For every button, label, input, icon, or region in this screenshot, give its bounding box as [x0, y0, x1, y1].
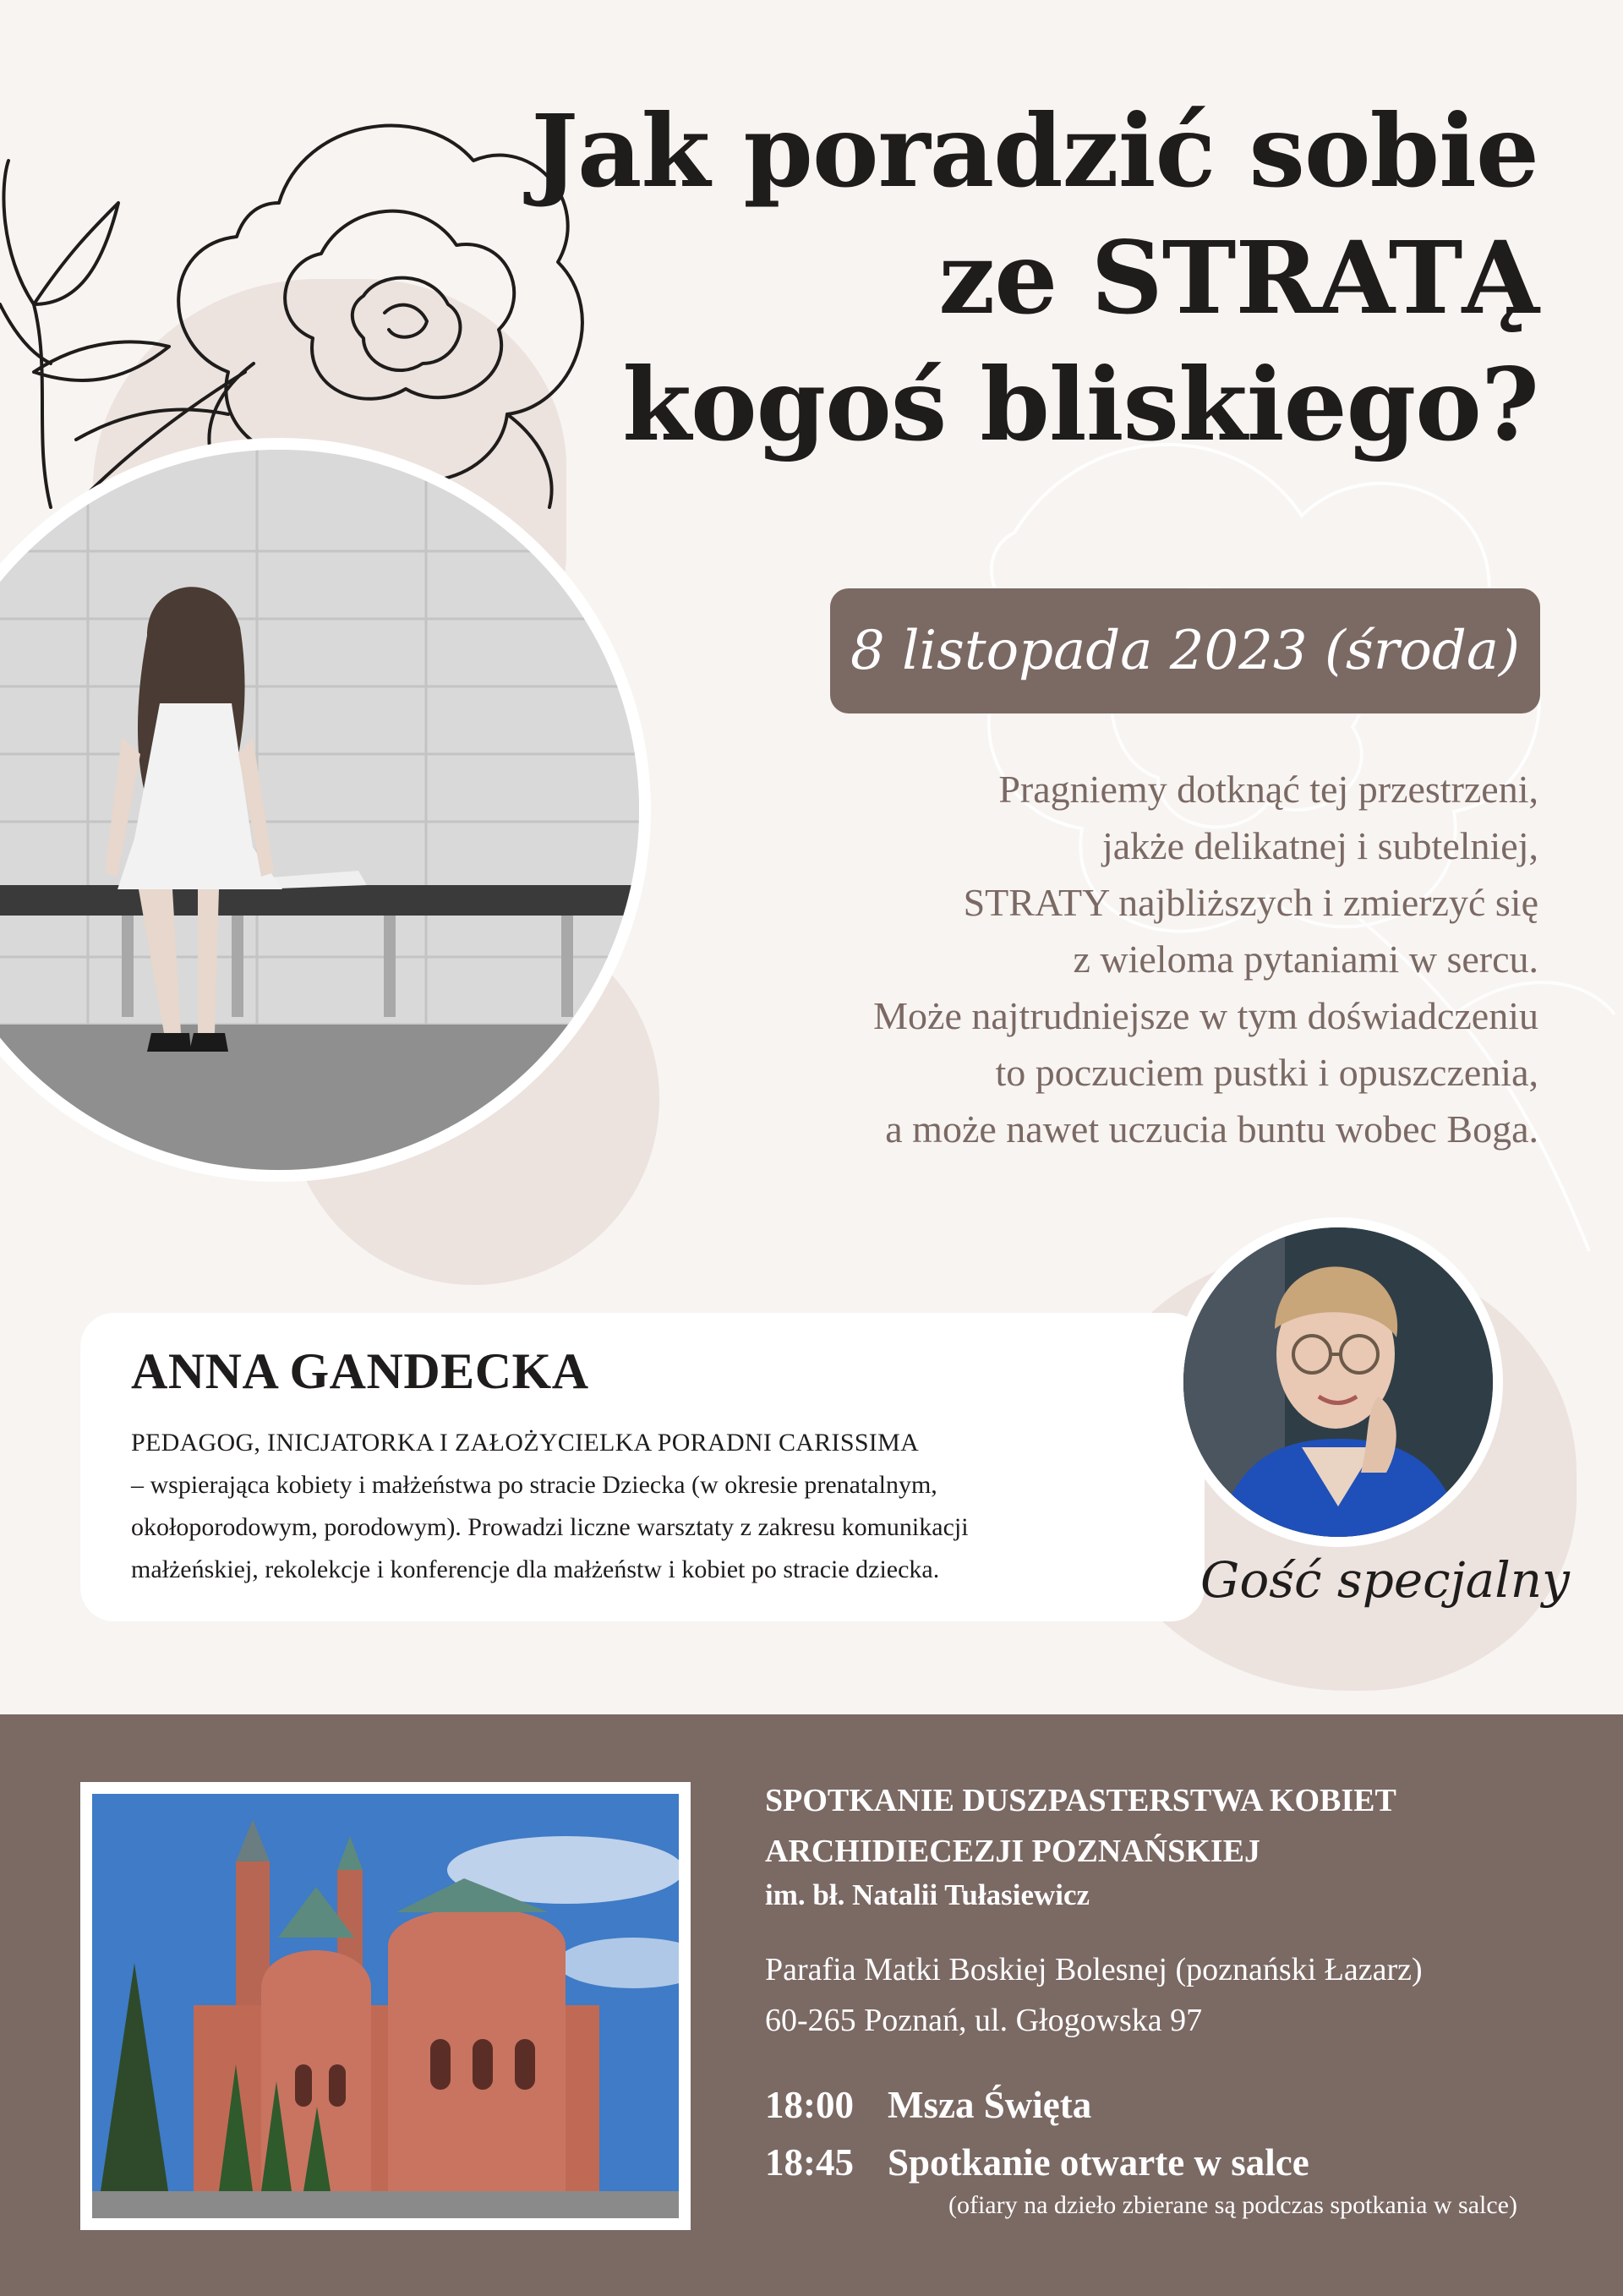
intro-line: a może nawet uczucia buntu wobec Boga.	[885, 1107, 1538, 1151]
intro-line: jakże delikatnej i subtelniej,	[1101, 824, 1538, 867]
schedule-time: 18:00	[765, 2084, 854, 2126]
patron: im. bł. Natalii Tułasiewicz	[765, 1878, 1090, 1911]
guest-portrait	[1173, 1217, 1503, 1547]
date-badge: 8 listopada 2023 (środa)	[830, 588, 1540, 713]
guest-bio-line: okołoporodowym, porodowym). Prowadzi liczne warsztaty z zakresu komunikacji	[131, 1513, 969, 1541]
guest-role: PEDAGOG, INICJATORKA I ZAŁOŻYCIELKA PORADNI CARISSIMA	[131, 1429, 920, 1457]
intro-line: Pragniemy dotknąć tej przestrzeni,	[998, 768, 1538, 811]
guest-bio-line: małżeńskiej, rekolekcje i konferencje dla małżeństw i kobiet po stracie dziecka.	[131, 1555, 940, 1583]
schedule-time: 18:45	[765, 2141, 854, 2184]
intro-line: Może najtrudniejsze w tym doświadczeniu	[873, 994, 1538, 1037]
page-title	[440, 92, 1538, 482]
schedule-item	[765, 2134, 1309, 2191]
address-line-1: Parafia Matki Boskiej Bolesnej (poznański Łazarz)	[765, 1952, 1423, 1987]
schedule	[765, 2076, 1309, 2191]
organizer-line-1: SPOTKANIE DUSZPASTERSTWA KOBIET	[765, 1783, 1396, 1818]
intro-line: STRATY najbliższych i zmierzyć się	[963, 881, 1538, 924]
organizer-line-2: ARCHIDIECEZJI POZNAŃSKIEJ	[765, 1834, 1260, 1869]
guest-bio	[131, 1464, 1103, 1591]
address-line-2: 60-265 Poznań, ul. Głogowska 97	[765, 2003, 1203, 2038]
title-line-3: kogoś bliskiego?	[622, 346, 1538, 463]
schedule-event: Msza Święta	[888, 2084, 1092, 2126]
title-line-1: Jak poradzić sobie	[531, 92, 1538, 210]
intro-line: to poczuciem pustki i opuszczenia,	[995, 1051, 1538, 1094]
intro-text	[609, 761, 1538, 1157]
donation-note: (ofiary na dzieło zbierane są podczas spotkania w salce)	[948, 2191, 1517, 2219]
organizer	[765, 1775, 1396, 1877]
intro-line: z wieloma pytaniami w sercu.	[1073, 938, 1538, 981]
church-photo	[80, 1782, 691, 2230]
schedule-item	[765, 2076, 1309, 2134]
special-guest-label: Gość specjalny	[1200, 1551, 1570, 1609]
address	[765, 1944, 1423, 2046]
guest-bio-line: – wspierająca kobiety i małżeństwa po stracie Dziecka (w okresie prenatalnym,	[131, 1471, 937, 1499]
title-line-2: ze STRATĄ	[938, 219, 1538, 336]
guest-name: ANNA GANDECKA	[131, 1343, 589, 1399]
schedule-event: Spotkanie otwarte w salce	[888, 2141, 1309, 2184]
